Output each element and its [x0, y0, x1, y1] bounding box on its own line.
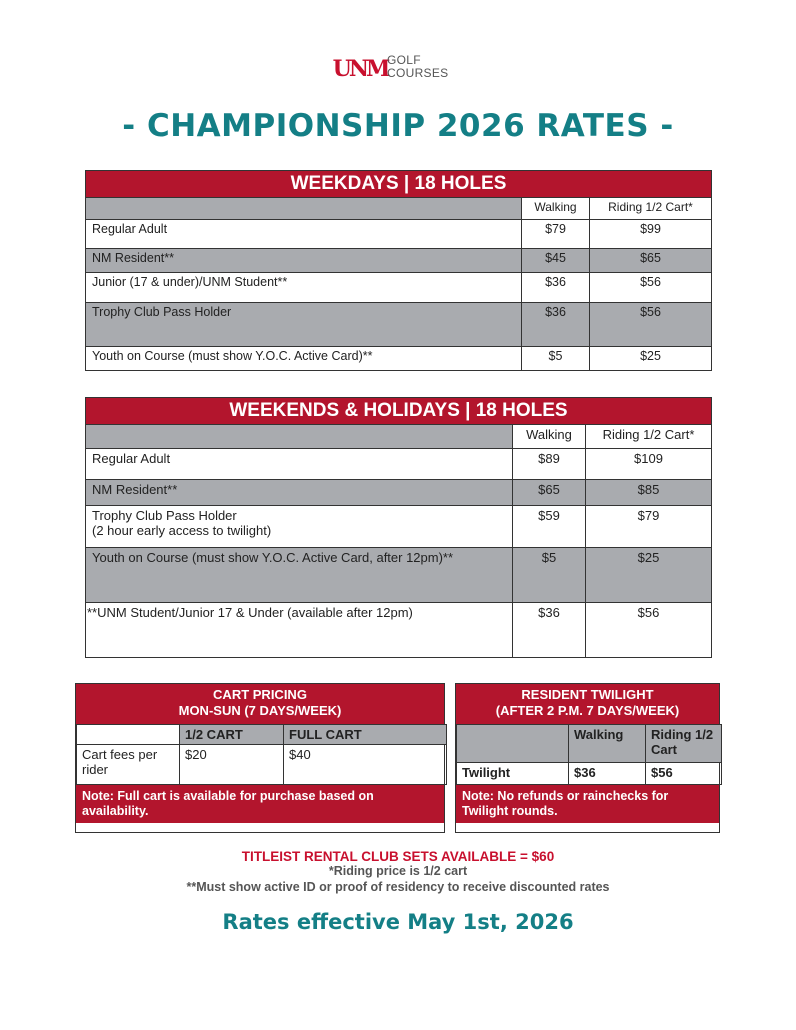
col-riding: Riding 1/2 Cart — [646, 725, 722, 763]
table-row — [86, 480, 712, 506]
twilight-row-label: Twilight — [457, 763, 569, 785]
col-walking: Walking — [569, 725, 646, 763]
cart-pricing-table — [76, 724, 447, 785]
weekdays-title: WEEKDAYS | 18 HOLES — [86, 171, 712, 198]
row-label: NM Resident** — [86, 249, 522, 273]
walking-price: $36 — [513, 603, 586, 658]
cart-pricing-header — [76, 684, 444, 724]
table-row — [77, 745, 447, 785]
riding-price: $56 — [590, 303, 712, 347]
walking-price: $89 — [513, 449, 586, 480]
riding-price: $25 — [586, 548, 712, 603]
walking-price: $45 — [522, 249, 590, 273]
row-label: Youth on Course (must show Y.O.C. Active Card, after 12pm)** — [86, 548, 513, 603]
row-label-main: Trophy Club Pass Holder — [92, 508, 237, 523]
svg-text:UNM: UNM — [332, 56, 388, 82]
riding-price: $56 — [590, 273, 712, 303]
riding-price: $56 — [586, 603, 712, 658]
cart-pricing-box — [75, 683, 445, 833]
walking-price: $5 — [522, 347, 590, 371]
twilight-riding-price: $56 — [646, 763, 722, 785]
walking-price: $79 — [522, 220, 590, 249]
row-label — [86, 506, 513, 548]
col-walking: Walking — [513, 425, 586, 449]
table-row — [86, 506, 712, 548]
table-row — [86, 548, 712, 603]
weekends-title: WEEKENDS & HOLIDAYS | 18 HOLES — [86, 398, 712, 425]
unm-logo-icon — [332, 52, 388, 82]
twilight-table — [456, 724, 722, 785]
table-row — [86, 303, 712, 347]
twilight-title-line-2: (AFTER 2 P.M. 7 DAYS/WEEK) — [495, 703, 680, 718]
walking-price: $36 — [522, 273, 590, 303]
rates-effective-date: Rates effective May 1st, 2026 — [222, 910, 574, 934]
full-cart-price: $40 — [284, 745, 447, 785]
riding-price: $65 — [590, 249, 712, 273]
table-row — [86, 249, 712, 273]
page-title: - CHAMPIONSHIP 2026 RATES - — [122, 108, 674, 144]
header-blank — [457, 725, 569, 763]
rental-clubs-note: TITLEIST RENTAL CLUB SETS AVAILABLE = $60 — [241, 849, 555, 864]
cart-title-line-1: CART PRICING — [213, 687, 307, 702]
row-label: Trophy Club Pass Holder — [86, 303, 522, 347]
logo-line-1: GOLF — [387, 53, 421, 67]
riding-price: $79 — [586, 506, 712, 548]
col-riding: Riding 1/2 Cart* — [586, 425, 712, 449]
row-label: Junior (17 & under)/UNM Student** — [86, 273, 522, 303]
header-blank — [86, 425, 513, 449]
riding-price: $25 — [590, 347, 712, 371]
twilight-note: Note: No refunds or rainchecks for Twilight rounds. — [456, 785, 719, 823]
resident-twilight-box — [455, 683, 720, 833]
table-row — [86, 273, 712, 303]
table-row — [457, 763, 722, 785]
weekdays-rates-table — [85, 170, 712, 371]
riding-price-note: *Riding price is 1/2 cart — [328, 864, 468, 878]
riding-price: $109 — [586, 449, 712, 480]
walking-price: $65 — [513, 480, 586, 506]
id-requirement-note: **Must show active ID or proof of residency to receive discounted rates — [186, 880, 610, 894]
table-row — [86, 603, 712, 658]
row-label: **UNM Student/Junior 17 & Under (available after 12pm) — [86, 603, 513, 658]
walking-price: $5 — [513, 548, 586, 603]
logo-line-2: COURSES — [387, 66, 449, 80]
row-label: Regular Adult — [86, 449, 513, 480]
row-label: NM Resident** — [86, 480, 513, 506]
unm-golf-logo — [332, 50, 449, 84]
twilight-title-line-1: RESIDENT TWILIGHT — [521, 687, 654, 702]
cart-note: Note: Full cart is available for purchase based on availability. — [76, 785, 444, 823]
col-half-cart: 1/2 CART — [180, 725, 284, 745]
cart-row-label: Cart fees per rider — [77, 745, 180, 785]
table-row — [86, 220, 712, 249]
col-walking: Walking — [522, 198, 590, 220]
logo-text — [387, 54, 448, 80]
header-blank — [77, 725, 180, 745]
col-full-cart: FULL CART — [284, 725, 447, 745]
cart-title-line-2: MON-SUN (7 DAYS/WEEK) — [178, 703, 342, 718]
table-row — [86, 449, 712, 480]
row-label-sub: (2 hour early access to twilight) — [92, 523, 272, 538]
half-cart-price: $20 — [180, 745, 284, 785]
row-label: Youth on Course (must show Y.O.C. Active Card)** — [86, 347, 522, 371]
header-blank — [86, 198, 522, 220]
walking-price: $59 — [513, 506, 586, 548]
row-label: Regular Adult — [86, 220, 522, 249]
riding-price: $99 — [590, 220, 712, 249]
col-riding: Riding 1/2 Cart* — [590, 198, 712, 220]
riding-price: $85 — [586, 480, 712, 506]
table-row — [86, 347, 712, 371]
twilight-walking-price: $36 — [569, 763, 646, 785]
weekends-rates-table — [85, 397, 712, 658]
twilight-header — [456, 684, 719, 724]
walking-price: $36 — [522, 303, 590, 347]
